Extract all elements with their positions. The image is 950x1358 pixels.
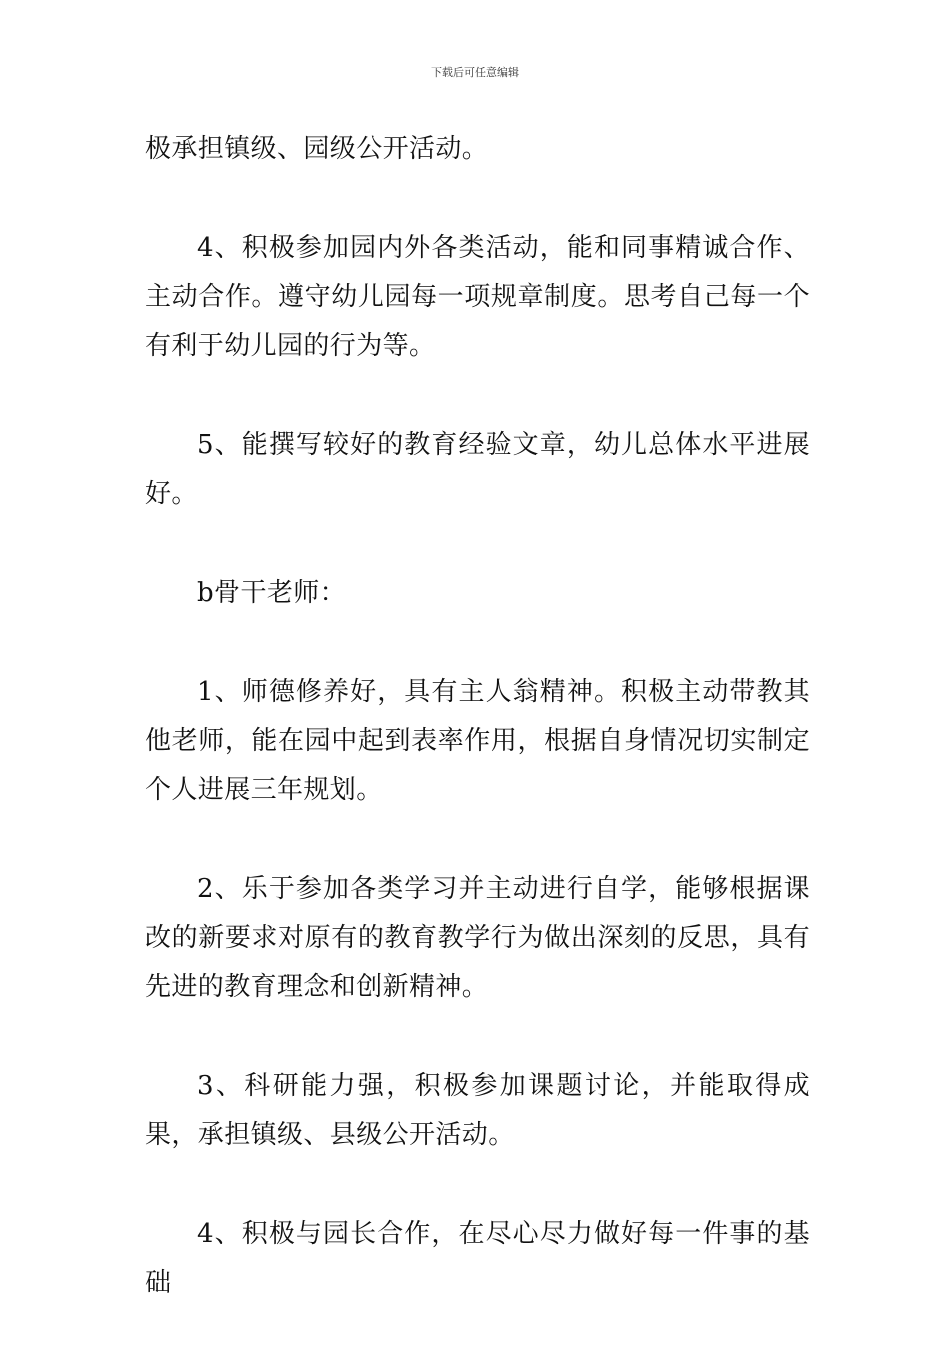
paragraph-key-item-2: 2、乐于参加各类学习并主动进行自学，能够根据课改的新要求对原有的教育教学行为做出深刻的反思，具有先进的教育理念和创新精神。 <box>145 874 810 1002</box>
page-header-note: 下载后可任意编辑 <box>431 66 519 79</box>
paragraph-key-item-3: 3、科研能力强，积极参加课题讨论，并能取得成果，承担镇级、县级公开活动。 <box>145 1071 810 1150</box>
paragraph-item-5: 5、能撰写较好的教育经验文章，幼儿总体水平进展好。 <box>145 430 810 509</box>
paragraph-item-4: 4、积极参加园内外各类活动，能和同事精诚合作、主动合作。遵守幼儿园每一项规章制度。思考自己每一个有利于幼儿园的行为等。 <box>145 233 810 361</box>
paragraph-continuation: 极承担镇级、园级公开活动。 <box>145 134 489 164</box>
document-body <box>145 125 810 1358</box>
paragraph-key-item-1: 1、师德修养好，具有主人翁精神。积极主动带教其他老师，能在园中起到表率作用，根据自身情况切实制定个人进展三年规划。 <box>145 677 810 805</box>
paragraph-key-item-4: 4、积极与园长合作，在尽心尽力做好每一件事的基础 <box>145 1219 810 1298</box>
section-heading-key-teacher: b骨干老师： <box>197 578 347 608</box>
